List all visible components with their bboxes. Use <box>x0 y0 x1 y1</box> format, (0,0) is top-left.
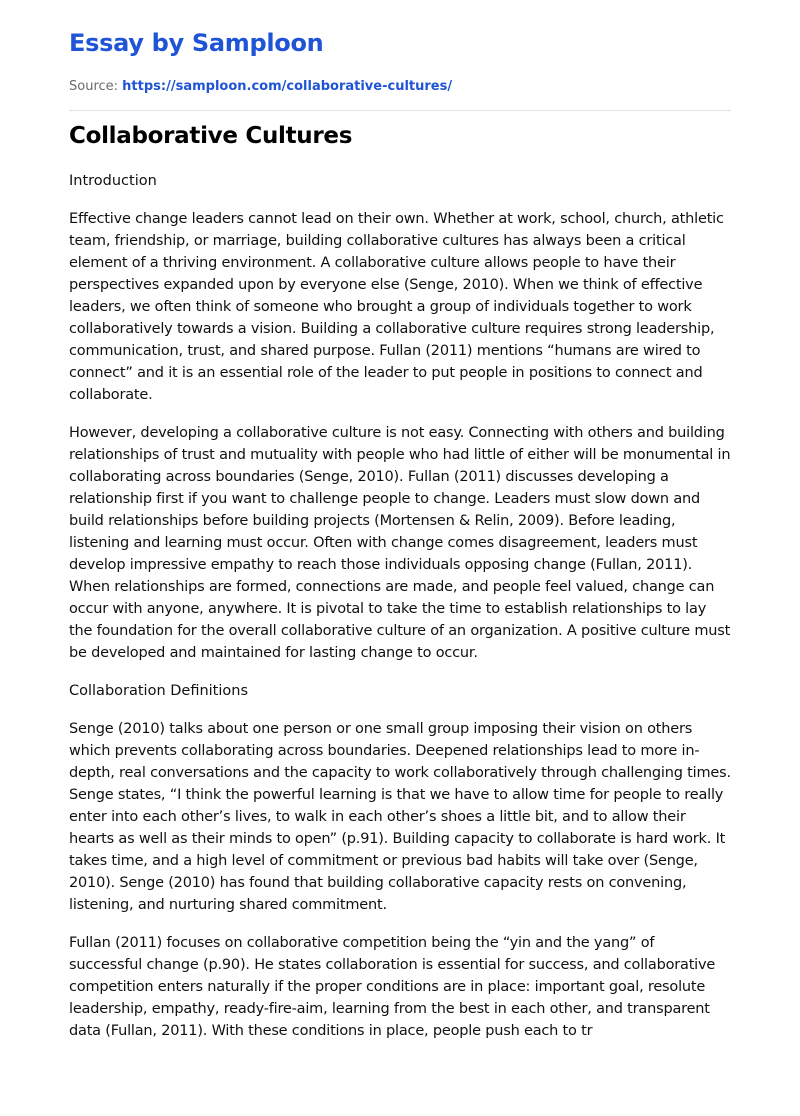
paragraph: However, developing a collaborative culture is not easy. Connecting with others and building relationships of trust and mutuality with people who had little of either will be monumental in collaborating across boundaries (Senge, 2010). Fullan (2011) discusses developing a relationship first if you want to challenge people to change. Leaders must slow down and build relationships before building projects (Mortensen & Relin, 2009). Before leading, listening and learning must occur. Often with change comes disagreement, leaders must develop impressive empathy to reach those individuals opposing change (Fullan, 2011). When relationships are formed, connections are made, and people feel valued, change can occur with anyone, anywhere. It is pivotal to take the time to establish relationships to lay the foundation for the overall collaborative culture of an organization. A positive culture must be developed and maintained for lasting change to occur. <box>69 425 731 661</box>
essay-title: Collaborative Cultures <box>69 123 353 149</box>
source-link[interactable]: https://samploon.com/collaborative-cultures/ <box>122 79 453 94</box>
source-line <box>69 79 452 94</box>
brand-title[interactable]: Essay by Samploon <box>69 29 324 57</box>
paragraph: Senge (2010) talks about one person or one small group imposing their vision on others which prevents collaborating across boundaries. Deepened relationships lead to more in-depth, real conversations and the capacity to work collaboratively through challenging times. Senge states, “I think the powerful learning is that we have to allow time for people to really enter into each other’s lives, to walk in each other’s shoes a little bit, and to allow their hearts as well as their minds to open” (p.91). Building capacity to collaborate is hard work. It takes time, and a high level of commitment or previous bad habits will take over (Senge, 2010). Senge (2010) has found that building collaborative capacity rests on convening, listening, and nurturing shared commitment. <box>69 721 731 913</box>
section-heading-collaboration-definitions: Collaboration Definitions <box>69 683 249 699</box>
header-divider <box>69 110 731 111</box>
paragraph: Effective change leaders cannot lead on their own. Whether at work, school, church, athletic team, friendship, or marriage, building collaborative cultures has always been a critical element of a thriving environment. A collaborative culture allows people to have their perspectives expanded upon by everyone else (Senge, 2010). When we think of effective leaders, we often think of someone who brought a group of individuals together to work collaboratively towards a vision. Building a collaborative culture requires strong leadership, communication, trust, and shared purpose. Fullan (2011) mentions “humans are wired to connect” and it is an essential role of the leader to put people in positions to connect and collaborate. <box>69 211 724 403</box>
source-label: Source: <box>69 79 119 94</box>
essay-body <box>69 170 731 1058</box>
paragraph: Fullan (2011) focuses on collaborative competition being the “yin and the yang” of successful change (p.90). He states collaboration is essential for success, and collaborative competition enters naturally if the proper conditions are in place: important goal, resolute leadership, empathy, ready-fire-aim, learning from the best in each other, and transparent data (Fullan, 2011). With these conditions in place, people push each to tr <box>69 935 716 1039</box>
section-heading-introduction: Introduction <box>69 173 157 189</box>
